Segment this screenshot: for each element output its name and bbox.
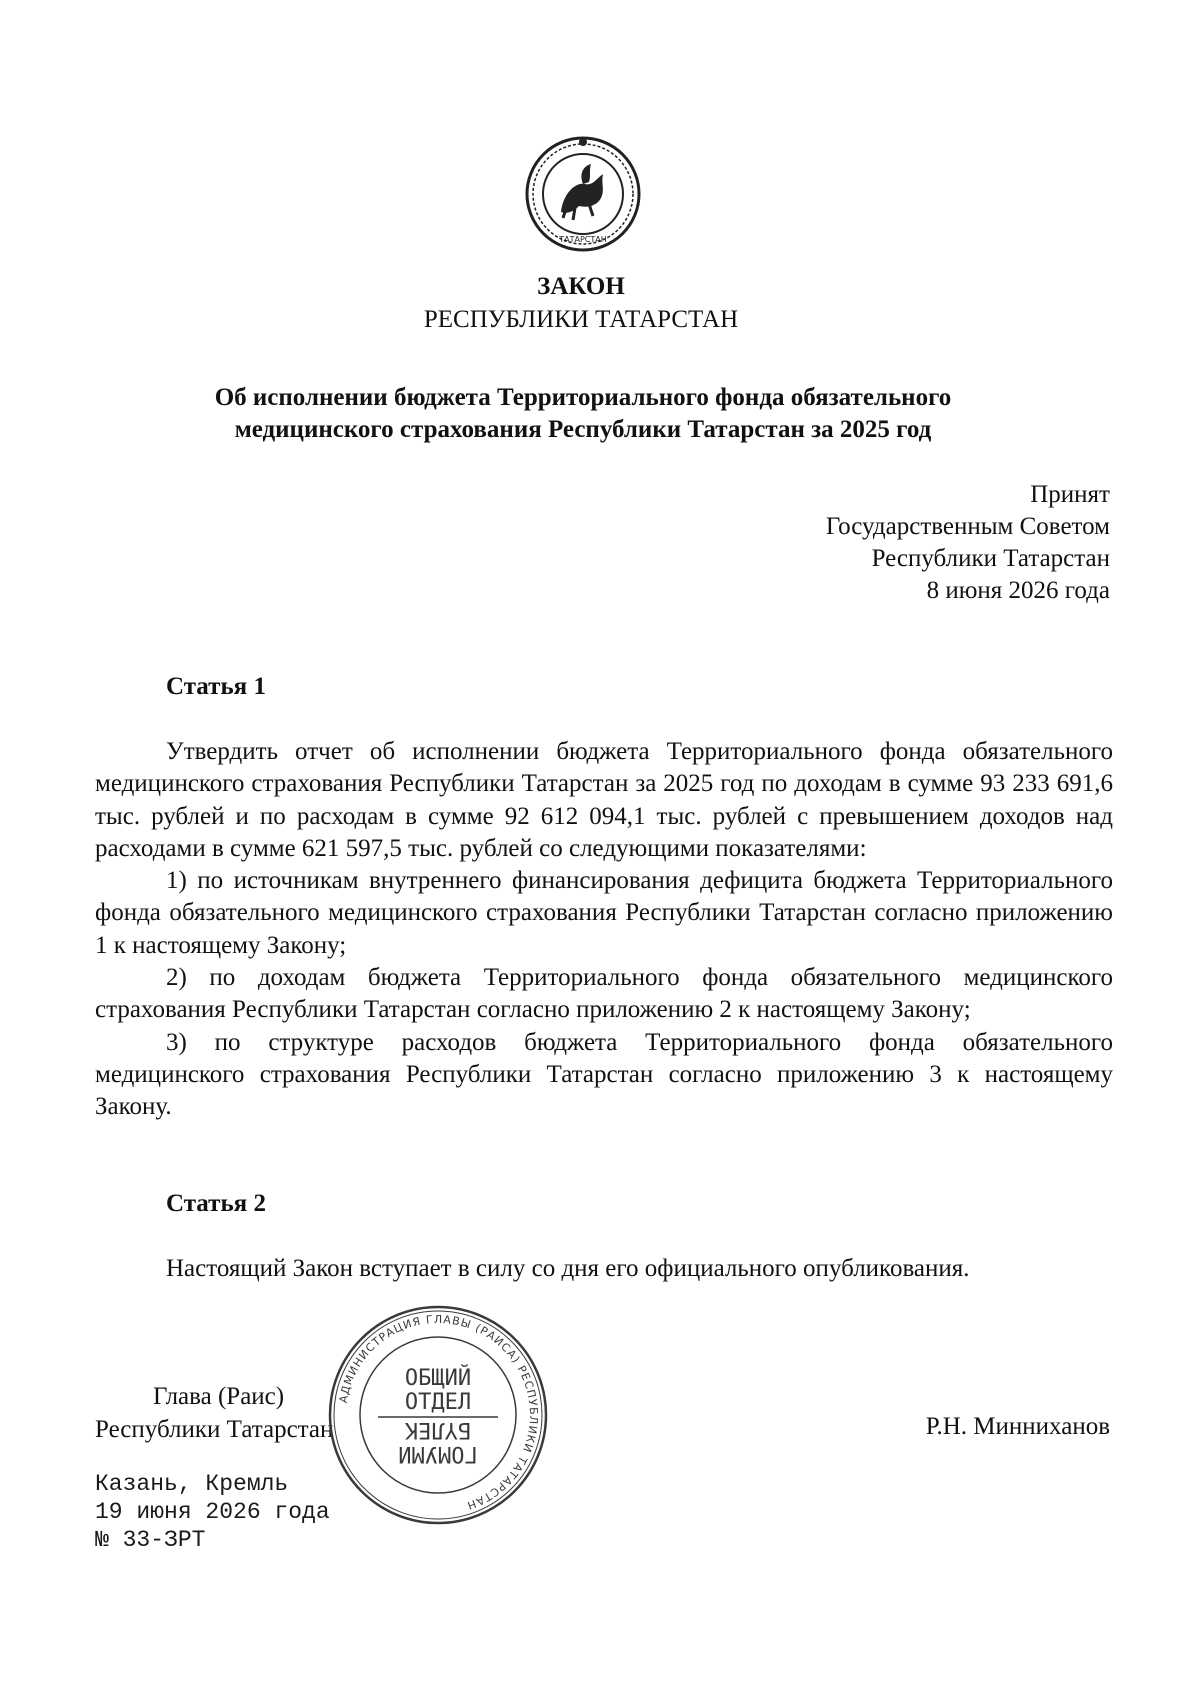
article-1-item-3: 3) по структуре расходов бюджета Территориального фонда обязательного медицинского страхования Республики Татарстан согласно приложению 3 к настоящему Закону. [95,1028,1113,1121]
stamp-center-text: БҮЛЕК [404,1417,472,1442]
article-2-body [95,1253,1113,1285]
article-1-item-1: 1) по источникам внутреннего финансирования дефицита бюджета Территориального фонда обязательного медицинского страхования Республики Татарстан согласно приложению 1 к настоящему Закону; [95,867,1113,959]
stamp-center-text: ОТДЕЛ [404,1390,472,1415]
article-2-heading: Статья 2 [166,1190,266,1217]
article-2-text: Настоящий Закон вступает в силу со дня его официального опубликования. [166,1255,970,1282]
stamp-center-text: ОБЩИЙ [404,1366,472,1391]
issue-place: Казань, Кремль [95,1471,289,1497]
law-subject [150,382,1016,446]
stamp-center-text: ГОМУМИ [398,1441,478,1466]
law-republic: РЕСПУБЛИКИ ТАТАРСТАН [423,306,739,333]
emblem-ring-text: ТАТАРСТАН [559,235,607,244]
signatory-title-line: Глава (Раис) [153,1383,285,1410]
signatory-title-line: Республики Татарстан [95,1416,334,1443]
signatory-title [95,1380,333,1446]
issue-date: 19 июня 2026 года [95,1499,330,1525]
law-title: ЗАКОН [537,273,625,300]
article-1-body [95,736,1113,1124]
adoption-line: Государственным Советом [825,513,1110,540]
law-subject-line: Об исполнении бюджета Территориального фонда обязательного [214,384,952,411]
article-1-heading: Статья 1 [166,673,266,700]
issue-number: № 33-ЗРТ [95,1527,206,1553]
issue-details [95,1470,330,1554]
adoption-date: 8 июня 2026 года [926,577,1110,604]
adoption-block [826,479,1110,607]
official-round-stamp-icon [326,1303,550,1527]
article-1-item-2: 2) по доходам бюджета Территориального фонда обязательного медицинского страхования Республики Татарстан согласно приложению 2 к настоящему Закону; [95,964,1113,1024]
article-1-intro: Утвердить отчет об исполнении бюджета Территориального фонда обязательного медицинского страхования Республики Татарстан за 2025 год по доходам в сумме 93 233 691,6 тыс. рублей и по расходам в сумме 92 612 094,1 тыс. рублей с превышением доходов над расходами в сумме 621 597,5 тыс. рублей со следующими показателями: [95,738,1113,862]
tatarstan-coat-of-arms-icon [523,134,643,254]
stamp-ring-text: АДМИНИСТРАЦИЯ ГЛАВЫ (РАИСА) РЕСПУБЛИКИ ТАТАРСТАН [336,1312,541,1513]
adoption-line: Принят [1030,481,1110,508]
law-subject-line: медицинского страхования Республики Татарстан за 2025 год [234,416,932,443]
adoption-line: Республики Татарстан [871,545,1110,572]
signatory-name: Р.Н. Минниханов [925,1413,1110,1440]
